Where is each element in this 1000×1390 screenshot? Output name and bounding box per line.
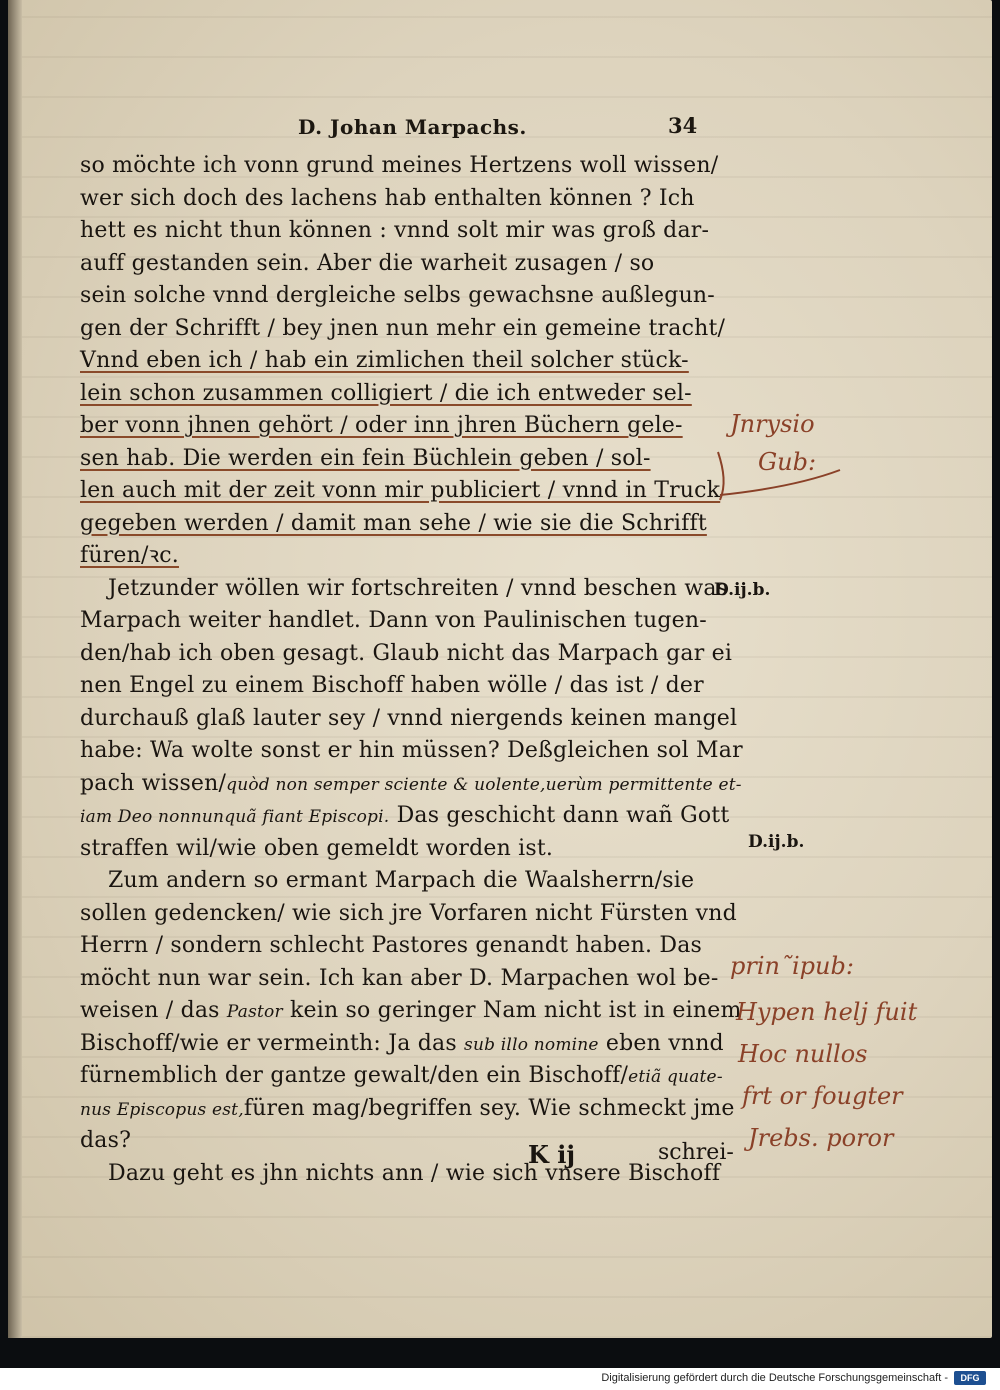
- catchword: schrei-: [658, 1140, 734, 1165]
- text-line: Herrn / sondern schlecht Pastores genandt haben. Das: [80, 933, 703, 958]
- text-line-underlined: len auch mit der zeit vonn mir publiciert / vnnd in Truck: [80, 478, 721, 503]
- text-line: so möchte ich vonn grund meines Hertzens woll wissen/: [80, 153, 719, 178]
- latin-fragment: etiã quate-: [628, 1067, 723, 1087]
- text-line: hett es nicht thun können : vnnd solt mir was groß dar-: [80, 218, 710, 243]
- text-line: Marpach weiter handlet. Dann von Paulinischen tugen-: [80, 608, 707, 633]
- latin-fragment: Pastor: [226, 1002, 283, 1022]
- text-line-underlined: lein schon zusammen colligiert / die ich entweder sel-: [80, 380, 692, 406]
- text-line-underlined: gegeben werden / damit man sehe / wie sie die Schrifft: [80, 510, 707, 536]
- signature-mark: K ij: [528, 1140, 576, 1169]
- text-fragment: kein so geringer Nam nicht ist in einem: [290, 998, 742, 1023]
- text-line: habe: Wa wolte sonst er hin müssen? Deßgleichen sol Mar: [80, 738, 743, 763]
- handwritten-note: prin˜ipub:: [730, 952, 854, 980]
- text-line: möcht nun war sein. Ich kan aber D. Marpachen wol be-: [80, 965, 719, 991]
- book-page: [8, 0, 992, 1338]
- text-line: sein solche vnnd dergleiche selbs gewachsne außlegun-: [80, 283, 715, 308]
- text-fragment: eben vnnd: [605, 1030, 724, 1056]
- text-line: Dazu geht es jhn nichts ann / wie sich vnsere Bischoff: [108, 1160, 721, 1186]
- margin-note: D.ij.b.: [748, 832, 805, 852]
- latin-fragment: nus Episcopus est,: [80, 1099, 244, 1120]
- handwritten-note: Jrebs. poror: [748, 1124, 894, 1152]
- text-line: gen der Schrifft / bey jnen nun mehr ein gemeine tracht/: [80, 315, 726, 341]
- text-line: wer sich doch des lachens hab enthalten können ? Ich: [80, 185, 695, 211]
- handwritten-note: frt or fougter: [742, 1082, 903, 1110]
- funding-credit: Digitalisierung gefördert durch die Deutsche Forschungsgemeinschaft -: [601, 1372, 948, 1384]
- text-line-underlined: ber vonn jhnen gehört / oder inn jhren Büchern gele-: [80, 413, 683, 438]
- text-line: auff gestanden sein. Aber die warheit zusagen / so: [80, 250, 655, 276]
- margin-note: D.ij.b.: [714, 580, 771, 600]
- text-fragment: Bischoff/wie er vermeinth: Ja das: [80, 1030, 457, 1056]
- text-line-underlined: füren/ꝛc.: [80, 543, 179, 568]
- page-number: 34: [668, 113, 698, 138]
- handwritten-note: Jnrysio: [730, 410, 815, 438]
- handwritten-bracket-stroke: [718, 452, 724, 500]
- text-line: straffen wil/wie oben gemeldt worden ist.: [80, 835, 554, 861]
- text-fragment: Das geschicht dann wañ Gott: [396, 803, 730, 828]
- text-line-underlined: Vnnd eben ich / hab ein zimlichen theil solcher stück-: [80, 348, 689, 373]
- text-fragment: pach wissen/: [80, 770, 227, 796]
- text-line: nen Engel zu einem Bischoff haben wölle / das ist / der: [80, 673, 704, 698]
- running-title: D. Johan Marpachs.: [298, 115, 527, 139]
- latin-fragment: quòd non semper sciente & uolente,uerùm permittente et-: [226, 774, 742, 795]
- text-line: den/hab ich oben gesagt. Glaub nicht das Marpach gar ei: [80, 640, 733, 666]
- dfg-logo: DFG: [954, 1371, 986, 1385]
- footer-bar: [0, 1368, 1000, 1390]
- text-line: Jetzunder wöllen wir fortschreiten / vnnd beschen was: [108, 575, 729, 601]
- text-line: sollen gedencken/ wie sich jre Vorfaren nicht Fürsten vnd: [80, 900, 737, 926]
- text-line: das?: [80, 1128, 132, 1153]
- text-line-underlined: sen hab. Die werden ein fein Büchlein geben / sol-: [80, 445, 651, 471]
- text-fragment: füren mag/begriffen sey. Wie schmeckt jme: [243, 1095, 735, 1121]
- latin-fragment: iam Deo nonnunquã fiant Episcopi.: [80, 807, 390, 827]
- text-line: durchauß glaß lauter sey / vnnd niergends keinen mangel: [80, 705, 738, 731]
- text-fragment: fürnemblich der gantze gewalt/den ein Bischoff/: [80, 1063, 629, 1088]
- text-fragment: weisen / das: [80, 998, 220, 1023]
- handwritten-note: Hoc nullos: [738, 1040, 868, 1068]
- handwritten-note: Gub:: [758, 448, 817, 476]
- handwritten-note: Hypen helj fuit: [736, 998, 918, 1026]
- text-line: Zum andern so ermant Marpach die Waalsherrn/sie: [108, 868, 695, 893]
- latin-fragment: sub illo nomine: [464, 1034, 599, 1055]
